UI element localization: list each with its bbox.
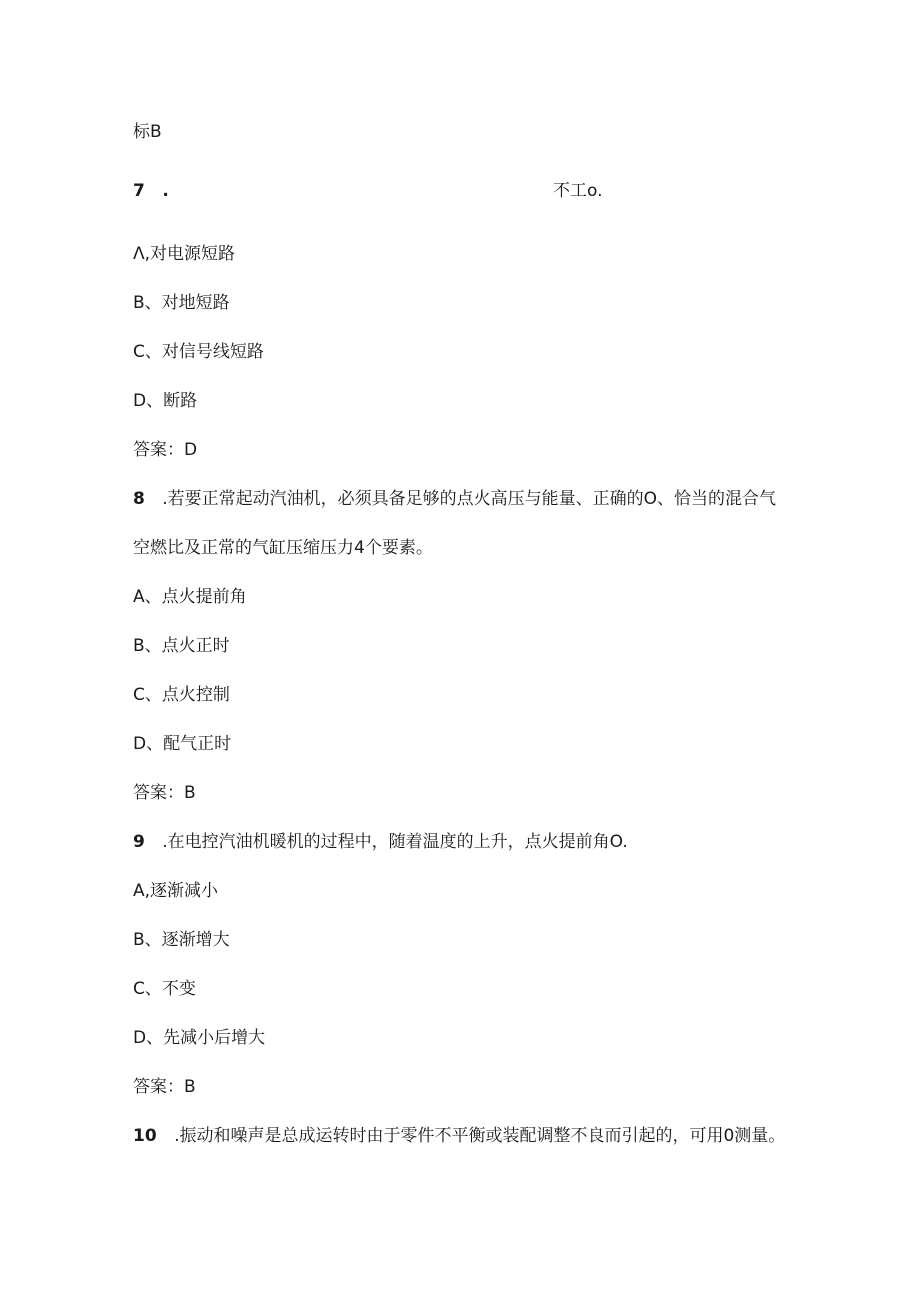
q8-option-c: C、点火控制 [133,685,230,705]
question-9-text: .在电控汽油机暖机的过程中，随着温度的上升，点火提前角O. [162,832,628,852]
question-7-tail: 不工o. [553,181,603,201]
question-8-text-line2: 空燃比及正常的气缸压缩压力4个要素。 [133,538,433,558]
q7-option-c: C、对信号线短路 [133,342,264,362]
q9-option-a: A,逐渐减小 [133,881,219,901]
q7-answer: 答案：D [133,440,198,460]
q8-option-b: B、点火正时 [133,636,230,656]
q8-option-a: A、点火提前角 [133,587,247,607]
question-7-number: 7 [133,181,145,201]
question-10 [133,1126,785,1146]
q7-option-b: B、对地短路 [133,293,230,313]
q9-option-c: C、不变 [133,979,196,999]
question-8-text-line1: .若要正常起动汽油机，必须具备足够的点火高压与能量、正确的O、恰当的混合气 [162,489,777,509]
q9-option-d: D、先减小后增大 [133,1028,266,1048]
q7-option-d: D、断路 [133,391,198,411]
q8-answer: 答案：B [133,783,196,803]
question-8 [133,489,776,509]
q9-answer: 答案：B [133,1077,196,1097]
question-9 [133,832,628,852]
question-7 [133,181,833,201]
q8-option-d: D、配气正时 [133,734,232,754]
question-10-number: 10 [133,1126,157,1146]
fragment-top: 标B [133,122,162,142]
question-9-number: 9 [133,832,145,852]
q7-option-a: Λ,对电源短路 [133,244,236,264]
question-10-text: .振动和噪声是总成运转时由于零件不平衡或装配调整不良而引起的，可用0测量。 [174,1126,786,1146]
q9-option-b: B、逐渐增大 [133,930,230,950]
question-8-number: 8 [133,489,145,509]
question-7-dot: . [162,181,169,201]
